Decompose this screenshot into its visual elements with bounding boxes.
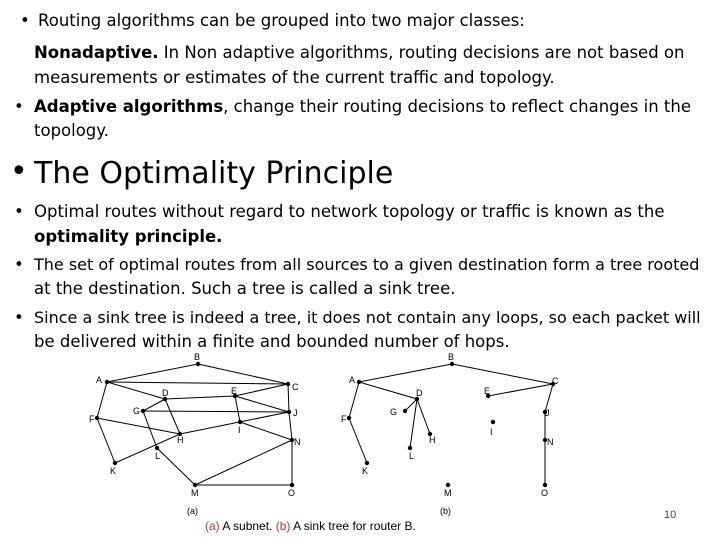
caption-a-marker: (a)	[205, 519, 220, 533]
sink-tree-graph	[335, 350, 575, 520]
subnet-graph	[85, 350, 325, 520]
principle-3-line-1: Since a sink tree is indeed a tree, it does not contain any loops, so each packet will	[34, 308, 701, 327]
bullet-4: •	[14, 255, 24, 274]
adaptive-text: , change their routing decisions to reflect changes in the	[223, 97, 691, 116]
node-a-label: A	[96, 375, 103, 385]
node-label: L	[409, 451, 415, 461]
section-heading: The Optimality Principle	[34, 156, 394, 191]
node-label: G	[390, 407, 398, 417]
node-label: C	[552, 376, 559, 386]
bullet-3: •	[14, 202, 24, 221]
node-label: D	[416, 388, 423, 398]
node-label: N	[547, 437, 554, 447]
node-h-label: H	[177, 435, 184, 445]
node-label: B	[448, 352, 455, 362]
subnet-nodes	[95, 362, 294, 487]
node-d-label: D	[162, 388, 169, 398]
caption-b-marker: (b)	[275, 519, 291, 533]
intro-text: Routing algorithms can be grouped into two major classes:	[38, 11, 525, 30]
node-label: K	[362, 466, 369, 476]
node-f-label: F	[89, 414, 95, 424]
node-label: E	[484, 386, 491, 396]
node-e-label: E	[231, 386, 238, 396]
node-label: F	[341, 414, 347, 424]
page-number: 10	[664, 509, 677, 521]
node-label: J	[545, 408, 550, 418]
adaptive-label: Adaptive algorithms	[34, 97, 224, 116]
nonadaptive-text: In Non adaptive algorithms, routing decisions are not based on	[163, 43, 685, 62]
bullet-2: •	[14, 97, 24, 116]
principle-3-line-2: be delivered within a finite and bounded number of hops.	[34, 332, 510, 351]
figure-b-label: (b)	[440, 506, 451, 516]
bullet-1: •	[20, 11, 30, 30]
node-b-label: B	[194, 352, 201, 362]
principle-1-line-1: Optimal routes without regard to network topology or traffic is known as the	[34, 202, 665, 221]
bullet-5: •	[14, 308, 24, 327]
principle-1-line-2: optimality principle.	[34, 227, 223, 246]
principle-2-line-2: at the destination. Such a tree is called a sink tree.	[34, 279, 456, 298]
node-label: A	[349, 375, 356, 385]
adaptive-line-2: topology.	[34, 121, 109, 140]
node-l-label: L	[155, 451, 161, 461]
nonadaptive-line-2: measurements or estimates of the current traffic and topology.	[34, 68, 555, 87]
nonadaptive-label: Nonadaptive.	[34, 43, 159, 62]
node-m-label: M	[191, 488, 199, 498]
node-c-label: C	[292, 382, 299, 392]
node-g-label: G	[133, 406, 141, 416]
caption-b-text: A sink tree for router B.	[293, 519, 416, 533]
node-o-label: O	[288, 488, 296, 498]
node-i-label: I	[238, 425, 241, 435]
node-label: O	[541, 488, 549, 498]
node-label: M	[444, 488, 452, 498]
node-label: H	[429, 435, 436, 445]
heading-bullet: •	[10, 154, 28, 189]
adaptive-line-1	[34, 96, 691, 118]
caption-a-text: A subnet.	[222, 519, 273, 533]
figure-a-label: (a)	[187, 506, 198, 516]
node-label: I	[490, 427, 493, 437]
principle-2-line-1: The set of optimal routes from all sources to a given destination form a tree rooted	[34, 255, 700, 274]
nonadaptive-line-1	[34, 42, 684, 64]
node-j-label: J	[293, 408, 298, 418]
figure-caption	[205, 519, 416, 533]
node-n-label: N	[294, 437, 301, 447]
node-k-label: K	[110, 466, 117, 476]
